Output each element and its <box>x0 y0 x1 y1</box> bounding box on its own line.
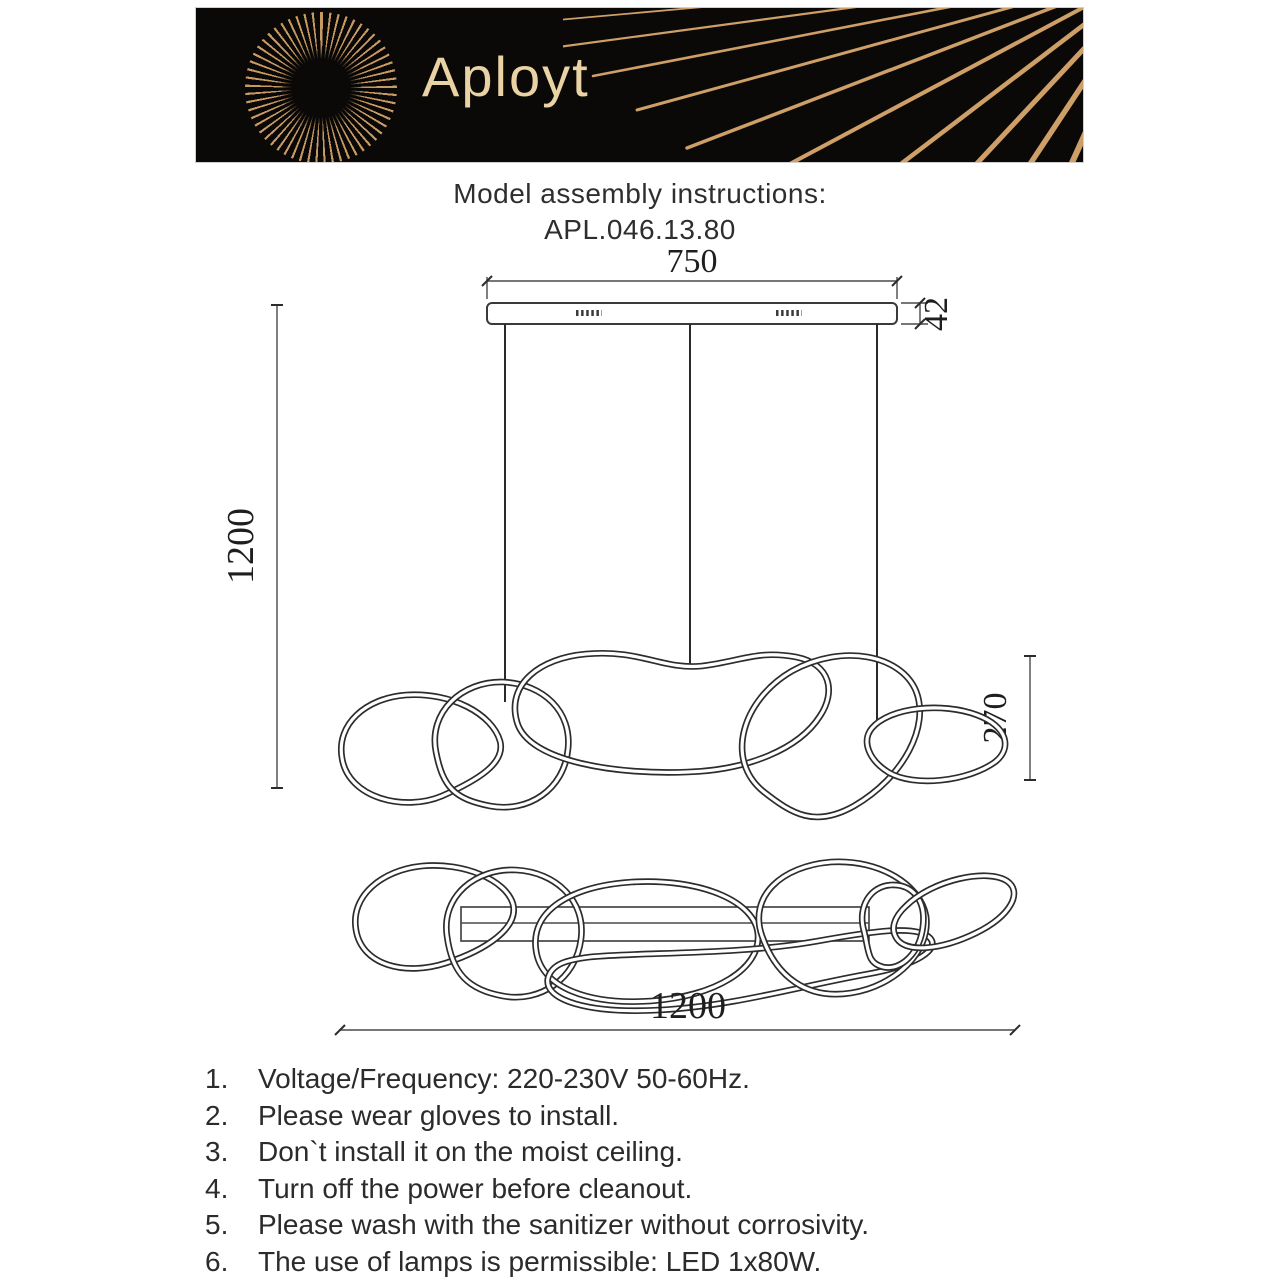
list-item <box>205 1100 1165 1137</box>
dim-label-750: 750 <box>667 243 718 280</box>
item-number: 6. <box>205 1246 239 1278</box>
light-rings-front <box>341 653 1005 817</box>
item-text: Voltage/Frequency: 220-230V 50-60Hz. <box>258 1063 750 1095</box>
item-text: Turn off the power before cleanout. <box>258 1173 692 1205</box>
list-item <box>205 1246 1165 1282</box>
item-number: 1. <box>205 1063 239 1095</box>
item-text: The use of lamps is permissible: LED 1x80W. <box>258 1246 821 1278</box>
list-item <box>205 1063 1165 1100</box>
item-text: Please wear gloves to install. <box>258 1100 619 1132</box>
dim-label-42: 42 <box>918 297 955 331</box>
item-number: 4. <box>205 1173 239 1205</box>
list-item <box>205 1136 1165 1173</box>
list-item <box>205 1209 1165 1246</box>
dim-750 <box>482 243 902 299</box>
item-text: Please wash with the sanitizer without corrosivity. <box>258 1209 869 1241</box>
dim-1200-drop <box>220 305 283 788</box>
dim-label-1200-drop: 1200 <box>220 508 262 584</box>
item-text: Don`t install it on the moist ceiling. <box>258 1136 683 1168</box>
instructions-list <box>205 1063 1165 1282</box>
list-item <box>205 1173 1165 1210</box>
dim-42 <box>901 297 955 331</box>
ceiling-bar-top-view <box>461 907 869 941</box>
page-title: Model assembly instructions: <box>0 176 1280 212</box>
brand-name: Aployt <box>422 44 590 109</box>
item-number: 5. <box>205 1209 239 1241</box>
dim-label-270: 270 <box>977 693 1014 744</box>
dim-label-1200-length: 1200 <box>650 985 726 1027</box>
model-number: APL.046.13.80 <box>0 212 1280 248</box>
top-view <box>335 862 1020 1035</box>
front-view <box>220 243 1036 817</box>
ceiling-bar <box>487 303 897 324</box>
item-number: 3. <box>205 1136 239 1168</box>
dim-1200-length <box>335 985 1020 1035</box>
item-number: 2. <box>205 1100 239 1132</box>
